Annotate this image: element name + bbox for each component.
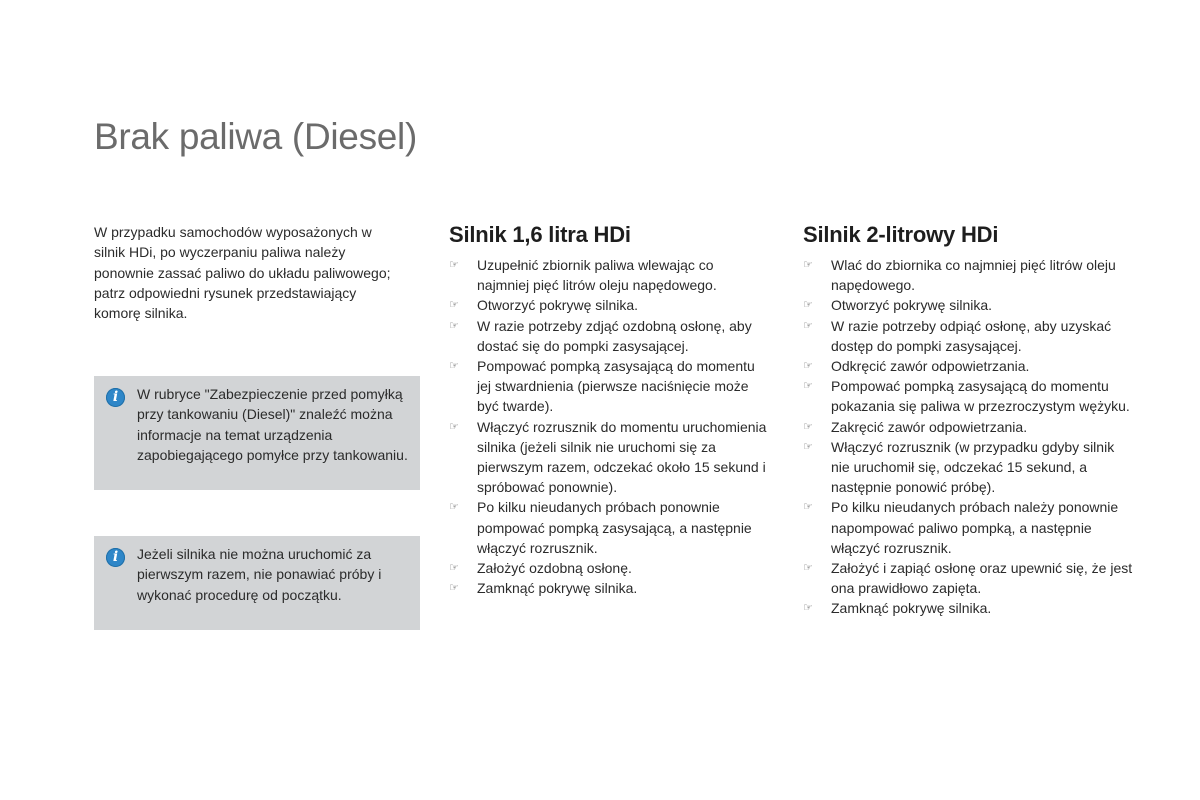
step-text: Wlać do zbiornika co najmniej pięć litrów oleju napędowego. xyxy=(831,257,1116,294)
pointing-hand-icon: ☞ xyxy=(803,561,813,575)
step-text: Założyć i zapiąć osłonę oraz upewnić się, że jest ona prawidłowo zapięta. xyxy=(831,560,1133,597)
step-text: Otworzyć pokrywę silnika. xyxy=(477,297,639,314)
step-item xyxy=(803,417,1133,437)
step-item xyxy=(449,558,769,578)
pointing-hand-icon: ☞ xyxy=(449,318,459,332)
pointing-hand-icon: ☞ xyxy=(449,258,459,271)
step-text: W razie potrzeby odpiąć osłonę, aby uzyskać dostęp do pompki zasysającej. xyxy=(831,317,1112,354)
section-title-1-6-hdi: Silnik 1,6 litra HDi xyxy=(449,222,631,247)
step-text: Włączyć rozrusznik do momentu uruchomienia silnika (jeżeli silnik nie uruchomi się za pierwszym razem, odczekać około 15 sekund i spróbować ponownie). xyxy=(477,418,767,496)
pointing-hand-icon: ☞ xyxy=(803,298,813,312)
pointing-hand-icon: ☞ xyxy=(803,419,813,433)
step-text: W razie potrzeby zdjąć ozdobną osłonę, aby dostać się do pompki zasysającej. xyxy=(477,317,752,354)
step-item xyxy=(803,316,1133,356)
step-text: Pompować pompką zasysającą do momentu pokazania się paliwa w przezroczystym wężyku. xyxy=(831,378,1130,415)
intro-paragraph: W przypadku samochodów wyposażonych w silnik HDi, po wyczerpaniu paliwa należy ponownie zassać paliwo do układu paliwowego; patrz odpowiedni rysunek przedstawiający komorę silnika. xyxy=(94,224,391,322)
step-item xyxy=(803,497,1133,558)
step-text: Założyć ozdobną osłonę. xyxy=(477,560,632,577)
pointing-hand-icon: ☞ xyxy=(449,359,459,373)
step-text: Zamknąć pokrywę silnika. xyxy=(831,600,992,617)
step-item xyxy=(449,578,769,598)
step-item xyxy=(449,316,769,356)
pointing-hand-icon: ☞ xyxy=(449,561,459,575)
step-item xyxy=(803,295,1133,315)
pointing-hand-icon: ☞ xyxy=(449,298,459,312)
pointing-hand-icon: ☞ xyxy=(803,500,813,514)
step-item xyxy=(449,356,769,417)
step-item xyxy=(803,356,1133,376)
step-item xyxy=(449,295,769,315)
pointing-hand-icon: ☞ xyxy=(803,601,813,615)
pointing-hand-icon: ☞ xyxy=(449,581,459,595)
pointing-hand-icon: ☞ xyxy=(449,419,459,433)
pointing-hand-icon: ☞ xyxy=(449,500,459,514)
page-title: Brak paliwa (Diesel) xyxy=(94,116,417,157)
pointing-hand-icon: ☞ xyxy=(803,379,813,393)
info-icon: i xyxy=(106,548,125,567)
info-icon: i xyxy=(106,388,125,407)
step-text: Uzupełnić zbiornik paliwa wlewając co najmniej pięć litrów oleju napędowego. xyxy=(477,257,717,294)
step-text: Zamknąć pokrywę silnika. xyxy=(477,580,638,597)
pointing-hand-icon: ☞ xyxy=(803,439,813,453)
pointing-hand-icon: ☞ xyxy=(803,318,813,332)
info-box-misfuel-prevention xyxy=(94,376,420,490)
steps-list-2-0-hdi xyxy=(803,255,1133,619)
step-text: Zakręcić zawór odpowietrzania. xyxy=(831,418,1028,435)
info-box-text: Jeżeli silnika nie można uruchomić za pierwszym razem, nie ponawiać próby i wykonać procedurę od początku. xyxy=(137,546,382,603)
step-text: Otworzyć pokrywę silnika. xyxy=(831,297,993,314)
step-item xyxy=(803,558,1133,598)
pointing-hand-icon: ☞ xyxy=(803,258,813,271)
info-box-text: W rubryce "Zabezpieczenie przed pomyłką przy tankowaniu (Diesel)" znaleźć można informacje na temat urządzenia zapobiegającego pomyłce przy tankowaniu. xyxy=(137,386,408,463)
step-item xyxy=(803,255,1133,295)
steps-list-1-6-hdi xyxy=(449,255,769,598)
info-box-restart-warning xyxy=(94,536,420,630)
step-item xyxy=(803,598,1133,618)
step-text: Włączyć rozrusznik (w przypadku gdyby silnik nie uruchomił się, odczekać 15 sekund, a następnie ponowić próbę). xyxy=(831,438,1115,496)
step-item xyxy=(449,497,769,558)
step-item xyxy=(803,376,1133,416)
step-item xyxy=(803,437,1133,498)
section-title-2-0-hdi: Silnik 2-litrowy HDi xyxy=(803,222,999,247)
step-item xyxy=(449,255,769,295)
step-text: Po kilku nieudanych próbach należy ponownie napompować paliwo pompką, a następnie włączyć rozrusznik. xyxy=(831,499,1119,556)
step-item xyxy=(449,417,769,498)
step-text: Odkręcić zawór odpowietrzania. xyxy=(831,358,1030,375)
step-text: Po kilku nieudanych próbach ponownie pompować pompką zasysającą, a następnie włączyć rozrusznik. xyxy=(477,499,752,556)
pointing-hand-icon: ☞ xyxy=(803,359,813,373)
step-text: Pompować pompką zasysającą do momentu jej stwardnienia (pierwsze naciśnięcie może być twarde). xyxy=(477,358,755,415)
